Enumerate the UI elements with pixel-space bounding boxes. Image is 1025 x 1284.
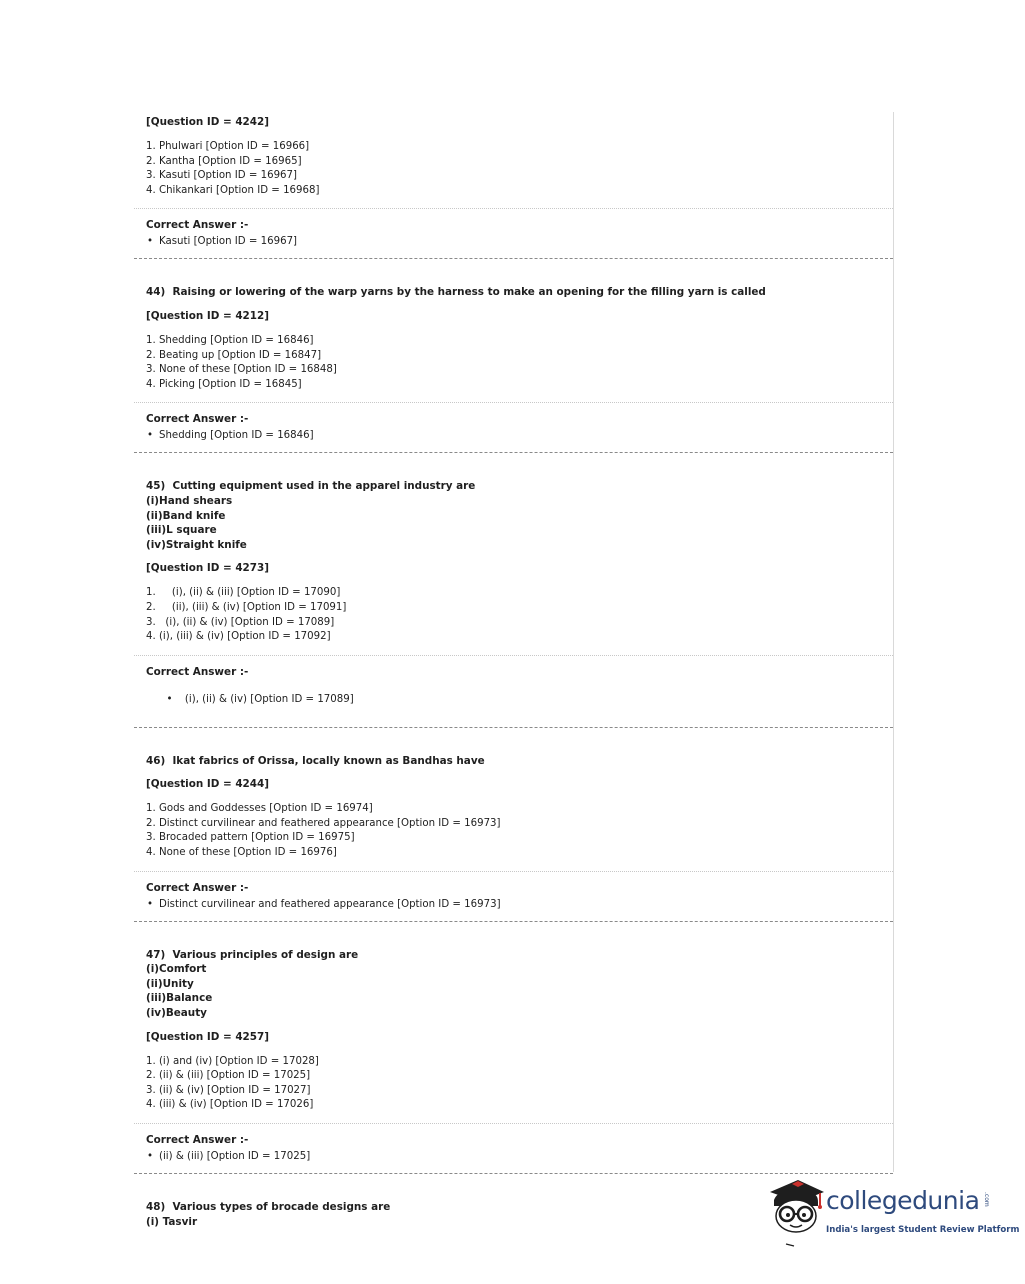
option: 4. Chikankari [Option ID = 16968]	[146, 184, 320, 196]
question-id: [Question ID = 4244]	[146, 778, 269, 791]
correct-answer-item	[146, 1151, 881, 1162]
bullet-icon: •	[147, 430, 154, 442]
option: 4. Picking [Option ID = 16845]	[146, 378, 302, 390]
question-text-line: (ii)Band knife	[146, 509, 226, 522]
question-separator	[134, 452, 893, 453]
option: 3. (i), (ii) & (iv) [Option ID = 17089]	[146, 616, 335, 628]
option: 2. (ii) & (iii) [Option ID = 17025]	[146, 1070, 311, 1082]
question-separator	[134, 727, 893, 728]
option: 1. Gods and Goddesses [Option ID = 16974]	[146, 803, 373, 815]
question-paper-page	[134, 112, 894, 1228]
correct-answer-section	[134, 402, 893, 443]
question-text-line: (ii)Unity	[146, 977, 194, 990]
bullet-icon: •	[147, 898, 154, 910]
correct-answer-text: Kasuti [Option ID = 16967]	[159, 236, 298, 248]
brand-tagline: India's largest Student Review Platform	[826, 1225, 1020, 1235]
question-text	[146, 285, 881, 300]
question-id: [Question ID = 4257]	[146, 1030, 269, 1043]
question-text-line: 47) Various principles of design are	[146, 948, 359, 961]
question-separator	[134, 1173, 893, 1174]
correct-answer-label: Correct Answer :-	[146, 413, 249, 426]
option: 1. Phulwari [Option ID = 16966]	[146, 141, 310, 152]
question-id: [Question ID = 4212]	[146, 309, 269, 322]
option: 3. Brocaded pattern [Option ID = 16975]	[146, 832, 355, 844]
option: 1. (i), (ii) & (iii) [Option ID = 17090]	[146, 587, 341, 599]
correct-answer-item	[146, 236, 881, 247]
option: 4. None of these [Option ID = 16976]	[146, 847, 337, 859]
correct-answer-text: Distinct curvilinear and feathered appearance [Option ID = 16973]	[159, 898, 501, 910]
option: 4. (i), (iii) & (iv) [Option ID = 17092]	[146, 631, 331, 643]
question-44	[134, 285, 893, 392]
options-list	[146, 802, 881, 860]
question-text-line: 45) Cutting equipment used in the apparel industry are	[146, 480, 476, 493]
question-text-line: (iii)Balance	[146, 992, 213, 1005]
question-text-line: (i) Tasvir	[146, 1215, 198, 1228]
correct-answer-item	[146, 683, 881, 716]
option: 1. Shedding [Option ID = 16846]	[146, 334, 314, 346]
question-text	[146, 479, 881, 552]
correct-answer-item	[146, 430, 881, 441]
option: 2. (ii), (iii) & (iv) [Option ID = 17091]	[146, 601, 347, 613]
option: 2. Distinct curvilinear and feathered appearance [Option ID = 16973]	[146, 817, 501, 829]
question-text-line: (i)Comfort	[146, 963, 207, 976]
correct-answer-section	[134, 871, 893, 912]
correct-answer-section	[134, 1123, 893, 1164]
options-list	[146, 1055, 881, 1113]
option: 2. Beating up [Option ID = 16847]	[146, 349, 322, 361]
option: 1. (i) and (iv) [Option ID = 17028]	[146, 1055, 319, 1067]
correct-answer-label: Correct Answer :-	[146, 1134, 249, 1146]
question-separator	[134, 921, 893, 922]
correct-answer-text: (ii) & (iii) [Option ID = 17025]	[159, 1151, 311, 1162]
question-separator	[134, 258, 893, 259]
correct-answer-label: Correct Answer :-	[146, 219, 249, 232]
bullet-icon: •	[147, 1151, 154, 1162]
question-45	[134, 479, 893, 644]
correct-answer-section	[134, 655, 893, 718]
correct-answer-label: Correct Answer :-	[146, 881, 249, 894]
option: 3. None of these [Option ID = 16848]	[146, 364, 337, 376]
question-47	[134, 948, 893, 1113]
question-text-line: 44) Raising or lowering of the warp yarns by the harness to make an opening for the filling yarn is called	[146, 286, 766, 299]
correct-answer-item	[146, 899, 881, 910]
option: 2. Kantha [Option ID = 16965]	[146, 155, 302, 167]
question-id: [Question ID = 4242]	[146, 116, 269, 128]
question-text	[146, 754, 881, 769]
options-list	[146, 140, 881, 198]
question-text-line: (i)Hand shears	[146, 494, 233, 507]
collegedunia-logo	[764, 1176, 1020, 1248]
correct-answer-section	[134, 208, 893, 249]
bullet-icon: •	[166, 693, 173, 705]
correct-answer-text: Shedding [Option ID = 16846]	[159, 430, 314, 442]
correct-answer-text: (i), (ii) & (iv) [Option ID = 17089]	[178, 693, 354, 705]
brand-domain: .com	[983, 1192, 990, 1207]
options-list	[146, 586, 881, 644]
question-id: [Question ID = 4273]	[146, 562, 269, 575]
question-text-line: (iii)L square	[146, 524, 217, 537]
question-text-line: 48) Various types of brocade designs are	[146, 1201, 391, 1213]
option: 3. Kasuti [Option ID = 16967]	[146, 170, 297, 182]
option: 4. (iii) & (iv) [Option ID = 17026]	[146, 1099, 314, 1111]
question-text-line: (iv)Straight knife	[146, 538, 247, 551]
question-43	[134, 116, 893, 198]
question-text-line: 46) Ikat fabrics of Orissa, locally known as Bandhas have	[146, 754, 485, 767]
option: 3. (ii) & (iv) [Option ID = 17027]	[146, 1084, 311, 1096]
brand-name: collegedunia	[826, 1186, 980, 1215]
correct-answer-label: Correct Answer :-	[146, 665, 249, 678]
question-46	[134, 754, 893, 861]
options-list	[146, 334, 881, 392]
mascot-icon	[764, 1176, 826, 1248]
bullet-icon: •	[147, 236, 154, 248]
question-text-line: (iv)Beauty	[146, 1007, 207, 1020]
question-text	[146, 948, 881, 1021]
